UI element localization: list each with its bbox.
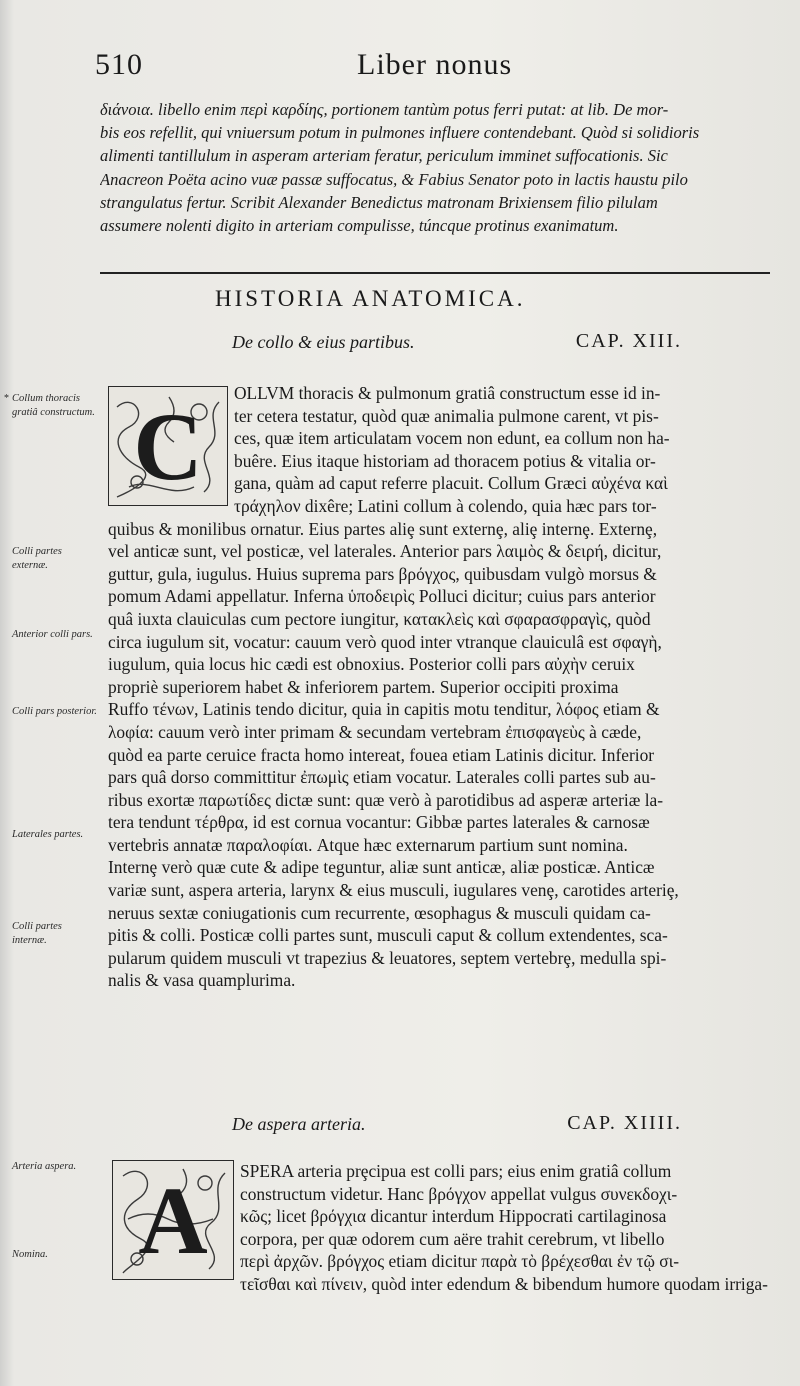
text-line: Internȩ verò quæ cute & adipe teguntur, aliæ sunt anticæ, aliæ posticæ. Anticæ — [108, 857, 655, 878]
asterisk-mark: * — [4, 393, 9, 404]
text-line: ces, quæ item articulatam vocem non edunt, ea collum non ha- — [234, 428, 670, 449]
page-number: 510 — [95, 48, 143, 81]
text-line: variæ sunt, aspera arteria, larynx & eius musculi, iugulares venȩ, carotides arteriȩ, — [108, 880, 679, 901]
chapter-heading-13 — [232, 330, 682, 356]
text-line: bis eos refellit, qui vniuersum potum in pulmones influere contendebant. Quòd si solidioris — [100, 123, 700, 143]
page-header — [95, 48, 785, 88]
chapter-subtitle: De aspera arteria. — [232, 1114, 366, 1134]
text-line: guttur, gula, iugulus. Huius suprema pars βρόγχος, quibusdam vulgò morsus & — [108, 563, 657, 584]
marginal-note: Colli partes internæ. — [12, 921, 62, 946]
text-line: περὶ ἀρχῶν. βρόγχος etiam dicitur παρὰ τὸ βρέχεσθαι ἐν τῷ σι- — [240, 1251, 680, 1272]
text-line: SPERA arteria prȩcipua est colli pars; eius enim gratiâ collum — [240, 1161, 672, 1181]
text-line: gana, quàm ad caput referre placuit. Collum Græci αὐχένα καὶ — [234, 473, 668, 494]
text-line: circa iugulum sit, vocatur: cauum verò quod inter vtranque clauiculâ est σφαγὴ, — [108, 631, 662, 652]
chapter-number: CAP. XIIII. — [567, 1112, 682, 1134]
text-line: quibus & monilibus ornatur. Eius partes aliȩ sunt externȩ, aliȩ internȩ. Externȩ, — [108, 518, 658, 539]
text-line: quâ iuxta clauiculas cum pectore iungitur, κατακλεὶς καὶ σφαρασφραγὶς, quòd — [108, 608, 651, 629]
text-line: assumere nolenti digito in arteriam compulisse, túncque protinus exanimatum. — [100, 216, 619, 236]
initial-letter: A — [138, 1166, 208, 1274]
chapter-heading-14 — [232, 1112, 682, 1138]
text-line: neruus sextæ coniugationis cum recurrente, œsophagus & musculi quidam ca- — [108, 902, 651, 923]
text-line: ter cetera testatur, quòd quæ animalia pulmone carent, vt pis- — [234, 405, 659, 426]
continuation-italic-text — [100, 98, 770, 237]
marginal-note: Colli partes externæ. — [12, 546, 62, 571]
paragraph-aspera-arteria — [108, 1160, 771, 1296]
marginal-note: Colli pars posterior. — [12, 706, 97, 717]
text-line: alimenti tantillulum in asperam arteriam feratur, periculum imminet suffocationis. Sic — [100, 146, 668, 166]
text-line: OLLVM thoracis & pulmonum gratiâ constructum esse id in- — [234, 383, 661, 403]
text-line: vertebris annatæ παραλοφίαι. Atque hæc externarum partium sunt nomina. — [108, 834, 628, 855]
text-line: tera tendunt τέρθρα, id est cornua vocantur: Gibbæ partes laterales & carnosæ — [108, 812, 650, 833]
text-line: vel anticæ sunt, vel posticæ, vel laterales. Anterior pars λαιμὸς & δειρή, dicitur, — [108, 541, 662, 562]
text-line: τράχηλον dixêre; Latini collum à colendo, quia hæc pars tor- — [234, 495, 657, 516]
section-divider — [100, 272, 770, 274]
text-line: pularum quidem musculi vt trapezius & leuatores, septem vertebrȩ, medulla spi- — [108, 947, 667, 968]
section-title: HISTORIA ANATOMICA. — [215, 286, 526, 311]
text-line: pomum Adami appellatur. Inferna ὑποδειρὶς Polluci dicitur; cuius pars anterior — [108, 586, 656, 607]
text-line: κῶς; licet βρόγχια dicantur interdum Hippocrati cartilaginosa — [240, 1206, 667, 1227]
text-line: Anacreon Poëta acino vuæ passæ suffocatus, & Fabius Senator poto in lactis haustu pilo — [100, 169, 688, 189]
marginal-note: * Collum thoracis gratiâ constructum. — [4, 393, 95, 418]
text-line: constructum videtur. Hanc βρόγχον appellat vulgus συνεκδοχι- — [240, 1183, 678, 1204]
running-head: Liber nonus — [357, 48, 513, 81]
chapter-number: CAP. XIII. — [575, 330, 682, 352]
text-line: λοφία: cauum verò inter primam & secundam vertebram ἐπισφαγεὺς à cæde, — [108, 721, 642, 742]
text-line: quòd ea parte ceruice fracta homo intereat, fouea etiam Latinis dicitur. Inferior — [108, 744, 655, 765]
text-line: propriè superiorem habet & inferiorem partem. Superior occipiti proxima — [108, 676, 619, 697]
text-line: corpora, per quæ odorem cum aëre trahit cerebrum, vt libello — [240, 1228, 665, 1249]
marginal-note: Nomina. — [12, 1249, 48, 1260]
marginal-note: Arteria aspera. — [12, 1161, 77, 1172]
marginal-note: Anterior colli pars. — [12, 629, 93, 640]
chapter-subtitle: De collo & eius partibus. — [232, 332, 415, 352]
text-line: buêre. Eius itaque historiam ad thoracem potius & vitalia or- — [234, 450, 656, 471]
text-line: nalis & vasa quamplurima. — [108, 970, 296, 991]
text-line: ribus exortæ παρωτίδες dictæ sunt: quæ verò à parotidibus ad asperæ arteriæ la- — [108, 789, 664, 810]
paragraph-collum — [108, 382, 771, 992]
text-line: διάνοια. libello enim περὶ καρδίης, portionem tantùm potus ferri putat: at lib. De mor- — [100, 100, 669, 119]
text-line: strangulatus fertur. Scribit Alexander Benedictus matronam Brixiensem filio pilulam — [100, 192, 658, 212]
text-line: τεῖσθαι καὶ πίνειν, quòd inter edendum & bibendum humore quodam irriga- — [240, 1273, 768, 1294]
text-line: pitis & colli. Posticæ colli partes sunt, musculi caput & collum extendentes, sca- — [108, 925, 668, 946]
text-line: pars quâ dorso committitur ἐπωμὶς etiam vocatur. Laterales colli partes sub au- — [108, 767, 656, 788]
text-line: Ruffo τένων, Latinis tendo dicitur, quia in capitis motu tenditur, λόφος etiam & — [108, 699, 660, 720]
initial-letter: C — [133, 392, 203, 500]
marginal-note: Laterales partes. — [12, 829, 84, 840]
text-line: iugulum, quia locus hic cædi est obnoxius. Posterior colli pars αὐχὴν ceruix — [108, 654, 635, 675]
